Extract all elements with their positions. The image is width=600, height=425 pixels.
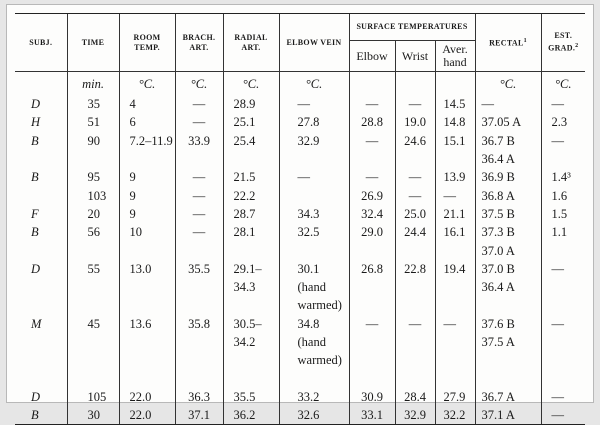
surface-elbow-cell	[349, 351, 395, 369]
surface-wrist-cell: 24.6	[395, 132, 435, 150]
room-temp-cell: 13.6	[119, 315, 175, 333]
surface-wrist-cell: 19.0	[395, 113, 435, 131]
room-temp-cell: 10	[119, 223, 175, 241]
subj-cell	[15, 369, 67, 387]
brach-art-cell	[175, 369, 223, 387]
table-row	[15, 132, 585, 150]
col-header-elbow: Elbow	[349, 41, 395, 72]
aver-hand-cell: 14.8	[435, 113, 475, 131]
surface-wrist-cell: —	[395, 168, 435, 186]
col-header-time: TIME	[67, 14, 119, 72]
radial-art-cell: 21.5	[223, 168, 279, 186]
est-grad-cell: 2.3	[541, 113, 585, 131]
est-grad-cell: 1.6	[541, 186, 585, 204]
rectal-cell: 37.6 B	[475, 315, 541, 333]
table-row	[15, 168, 585, 186]
table-row	[15, 388, 585, 406]
table-row	[15, 369, 585, 387]
room-temp-cell: 4	[119, 95, 175, 113]
est-grad-cell: 1.5	[541, 205, 585, 223]
table-row	[15, 296, 585, 314]
radial-art-cell: 25.4	[223, 132, 279, 150]
unit-cell: °C.	[119, 72, 175, 96]
time-cell	[67, 278, 119, 296]
unit-cell: °C.	[175, 72, 223, 96]
surface-wrist-cell: 28.4	[395, 388, 435, 406]
surface-wrist-cell	[395, 241, 435, 259]
rectal-cell: 36.9 B	[475, 168, 541, 186]
radial-art-cell	[223, 369, 279, 387]
room-temp-cell: 22.0	[119, 388, 175, 406]
brach-art-cell: 35.8	[175, 315, 223, 333]
elbow-vein-cell: —	[279, 95, 349, 113]
elbow-vein-cell: warmed)	[279, 351, 349, 369]
subj-cell: B	[31, 170, 39, 185]
room-temp-cell	[119, 296, 175, 314]
subj-cell: D	[31, 389, 41, 404]
room-temp-cell: 9	[119, 205, 175, 223]
radial-art-cell: 28.1	[223, 223, 279, 241]
subj-cell: B	[31, 133, 39, 148]
est-grad-cell	[541, 296, 585, 314]
est-grad-cell	[541, 241, 585, 259]
table-row	[15, 260, 585, 278]
col-header-aver-hand: Aver. hand	[435, 41, 475, 72]
rectal-cell: 36.7 A	[475, 388, 541, 406]
est-grad-cell: —	[541, 406, 585, 425]
aver-hand-cell: 15.1	[435, 132, 475, 150]
aver-hand-cell: 27.9	[435, 388, 475, 406]
brach-art-cell	[175, 150, 223, 168]
room-temp-cell: 22.0	[119, 406, 175, 425]
table-row	[15, 186, 585, 204]
elbow-vein-cell	[279, 369, 349, 387]
table-row	[15, 406, 585, 425]
brach-art-cell: 33.9	[175, 132, 223, 150]
radial-art-cell: 25.1	[223, 113, 279, 131]
rectal-cell: 36.4 A	[475, 150, 541, 168]
elbow-vein-cell: 32.9	[279, 132, 349, 150]
time-cell: 105	[67, 388, 119, 406]
room-temp-cell	[119, 241, 175, 259]
room-temp-cell: 9	[119, 186, 175, 204]
surface-elbow-cell: —	[349, 95, 395, 113]
surface-elbow-cell: 28.8	[349, 113, 395, 131]
surface-elbow-cell: 30.9	[349, 388, 395, 406]
time-cell: 56	[67, 223, 119, 241]
rectal-cell: 37.3 B	[475, 223, 541, 241]
elbow-vein-cell: (hand	[279, 278, 349, 296]
col-header-wrist: Wrist	[395, 41, 435, 72]
elbow-vein-cell: (hand	[279, 333, 349, 351]
brach-art-cell: 35.5	[175, 260, 223, 278]
rectal-cell: 37.1 A	[475, 406, 541, 425]
unit-cell: °C.	[475, 72, 541, 96]
brach-art-cell	[175, 351, 223, 369]
brach-art-cell: —	[175, 168, 223, 186]
surface-elbow-cell	[349, 333, 395, 351]
subj-cell	[15, 333, 67, 351]
radial-art-cell: 36.2	[223, 406, 279, 425]
table-row	[15, 278, 585, 296]
table-row	[15, 333, 585, 351]
aver-hand-cell	[435, 241, 475, 259]
aver-hand-cell	[435, 351, 475, 369]
surface-wrist-cell	[395, 150, 435, 168]
aver-hand-cell	[435, 296, 475, 314]
unit-cell	[395, 72, 435, 96]
surface-wrist-cell: 24.4	[395, 223, 435, 241]
room-temp-cell	[119, 333, 175, 351]
est-grad-footnote-mark: 2	[575, 43, 579, 50]
table-row	[15, 150, 585, 168]
rectal-cell: 37.05 A	[475, 113, 541, 131]
brach-art-cell	[175, 241, 223, 259]
elbow-vein-cell: —	[279, 168, 349, 186]
radial-art-cell	[223, 351, 279, 369]
elbow-vein-cell: 27.8	[279, 113, 349, 131]
surface-wrist-cell: 32.9	[395, 406, 435, 425]
surface-wrist-cell: —	[395, 95, 435, 113]
subj-cell: B	[31, 225, 39, 240]
aver-hand-cell: —	[435, 186, 475, 204]
brach-art-cell	[175, 278, 223, 296]
subj-cell: M	[31, 316, 42, 331]
subj-cell	[15, 241, 67, 259]
table-row	[15, 205, 585, 223]
elbow-vein-cell: 32.6	[279, 406, 349, 425]
surface-wrist-cell	[395, 333, 435, 351]
subj-cell: F	[31, 206, 39, 221]
time-cell: 45	[67, 315, 119, 333]
surface-wrist-cell: 25.0	[395, 205, 435, 223]
surface-elbow-cell	[349, 369, 395, 387]
rectal-footnote-mark: 1	[523, 38, 527, 45]
unit-cell	[349, 72, 395, 96]
surface-elbow-cell: 29.0	[349, 223, 395, 241]
time-cell: 20	[67, 205, 119, 223]
rectal-cell	[475, 351, 541, 369]
room-temp-cell	[119, 278, 175, 296]
est-grad-label: EST. GRAD.	[548, 31, 576, 53]
time-cell: 90	[67, 132, 119, 150]
radial-art-cell	[223, 296, 279, 314]
surface-wrist-cell	[395, 369, 435, 387]
surface-wrist-cell: —	[395, 186, 435, 204]
surface-wrist-cell	[395, 351, 435, 369]
subj-cell: D	[31, 97, 41, 112]
radial-art-cell: 28.7	[223, 205, 279, 223]
unit-cell: min.	[67, 72, 119, 96]
time-cell	[67, 351, 119, 369]
elbow-vein-cell	[279, 150, 349, 168]
est-grad-cell: —	[541, 260, 585, 278]
radial-art-cell: 29.1–	[223, 260, 279, 278]
time-cell: 35	[67, 95, 119, 113]
time-cell: 95	[67, 168, 119, 186]
table-row	[15, 241, 585, 259]
surface-elbow-cell	[349, 150, 395, 168]
rectal-cell: 37.0 A	[475, 241, 541, 259]
est-grad-cell: 1.1	[541, 223, 585, 241]
unit-cell: °C.	[223, 72, 279, 96]
col-header-brach-art: BRACH. ART.	[175, 14, 223, 72]
room-temp-cell: 13.0	[119, 260, 175, 278]
brach-art-cell: —	[175, 205, 223, 223]
surface-elbow-cell	[349, 296, 395, 314]
unit-cell: °C.	[541, 72, 585, 96]
col-header-elbow-vein: ELBOW VEIN	[279, 14, 349, 72]
surface-elbow-cell: 26.9	[349, 186, 395, 204]
rectal-cell: 36.8 A	[475, 186, 541, 204]
brach-art-cell: —	[175, 186, 223, 204]
elbow-vein-cell: 30.1	[279, 260, 349, 278]
unit-cell: °C.	[279, 72, 349, 96]
est-grad-cell	[541, 278, 585, 296]
surface-elbow-cell	[349, 241, 395, 259]
rectal-cell: 36.7 B	[475, 132, 541, 150]
brach-art-cell	[175, 333, 223, 351]
subj-cell	[15, 351, 67, 369]
col-header-est-grad	[541, 14, 585, 72]
elbow-vein-cell: 34.3	[279, 205, 349, 223]
elbow-vein-cell: 32.5	[279, 223, 349, 241]
aver-hand-cell: 19.4	[435, 260, 475, 278]
subj-cell: D	[31, 261, 41, 276]
radial-art-cell: 30.5–	[223, 315, 279, 333]
rectal-cell: 37.5 A	[475, 333, 541, 351]
aver-hand-cell	[435, 150, 475, 168]
room-temp-cell: 7.2–11.9	[119, 132, 175, 150]
radial-art-cell: 34.3	[223, 278, 279, 296]
surface-wrist-cell: —	[395, 315, 435, 333]
time-cell	[67, 241, 119, 259]
aver-hand-cell: 32.2	[435, 406, 475, 425]
table-row	[15, 113, 585, 131]
aver-hand-cell	[435, 278, 475, 296]
col-header-surface-temperatures: SURFACE TEMPERATURES	[349, 14, 475, 41]
time-cell: 103	[67, 186, 119, 204]
elbow-vein-cell	[279, 241, 349, 259]
room-temp-cell: 9	[119, 168, 175, 186]
subj-cell	[15, 296, 67, 314]
aver-hand-cell: 13.9	[435, 168, 475, 186]
table-row	[15, 95, 585, 113]
time-cell: 30	[67, 406, 119, 425]
col-header-rectal	[475, 14, 541, 72]
time-cell	[67, 150, 119, 168]
brach-art-cell: 37.1	[175, 406, 223, 425]
elbow-vein-cell: warmed)	[279, 296, 349, 314]
aver-hand-cell	[435, 333, 475, 351]
time-cell	[67, 333, 119, 351]
surface-wrist-cell: 22.8	[395, 260, 435, 278]
brach-art-cell: —	[175, 95, 223, 113]
rectal-cell	[475, 369, 541, 387]
time-cell: 55	[67, 260, 119, 278]
surface-elbow-cell: 33.1	[349, 406, 395, 425]
est-grad-cell: —	[541, 132, 585, 150]
est-grad-cell	[541, 333, 585, 351]
surface-elbow-cell: 32.4	[349, 205, 395, 223]
rectal-cell: 37.0 B	[475, 260, 541, 278]
brach-art-cell: —	[175, 113, 223, 131]
rectal-cell	[475, 296, 541, 314]
aver-hand-cell: —	[435, 315, 475, 333]
room-temp-cell	[119, 369, 175, 387]
radial-art-cell: 28.9	[223, 95, 279, 113]
brach-art-cell: —	[175, 223, 223, 241]
est-grad-cell: —	[541, 315, 585, 333]
est-grad-cell: 1.4³	[541, 168, 585, 186]
surface-elbow-cell	[349, 278, 395, 296]
time-cell	[67, 296, 119, 314]
est-grad-cell	[541, 351, 585, 369]
aver-hand-cell: 16.1	[435, 223, 475, 241]
brach-art-cell	[175, 296, 223, 314]
est-grad-cell	[541, 150, 585, 168]
col-header-subj: SUBJ.	[15, 14, 67, 72]
time-cell	[67, 369, 119, 387]
est-grad-cell	[541, 369, 585, 387]
surface-wrist-cell	[395, 278, 435, 296]
table-row	[15, 351, 585, 369]
table-row	[15, 223, 585, 241]
subj-cell: H	[31, 115, 41, 130]
room-temp-cell	[119, 150, 175, 168]
time-cell: 51	[67, 113, 119, 131]
surface-elbow-cell: —	[349, 168, 395, 186]
rectal-label: RECTAL	[489, 38, 524, 48]
elbow-vein-cell: 34.8	[279, 315, 349, 333]
col-header-room-temp: ROOM TEMP.	[119, 14, 175, 72]
rectal-cell: —	[475, 95, 541, 113]
est-grad-cell: —	[541, 388, 585, 406]
radial-art-cell	[223, 241, 279, 259]
col-header-radial-art: RADIAL ART.	[223, 14, 279, 72]
surface-elbow-cell: 26.8	[349, 260, 395, 278]
radial-art-cell	[223, 150, 279, 168]
temperature-table	[15, 13, 585, 425]
subj-cell	[15, 150, 67, 168]
surface-wrist-cell	[395, 296, 435, 314]
aver-hand-cell: 21.1	[435, 205, 475, 223]
room-temp-cell	[119, 351, 175, 369]
table-row	[15, 315, 585, 333]
elbow-vein-cell: 33.2	[279, 388, 349, 406]
units-row	[15, 72, 585, 96]
radial-art-cell: 35.5	[223, 388, 279, 406]
aver-hand-cell	[435, 369, 475, 387]
est-grad-cell: —	[541, 95, 585, 113]
document-page	[6, 4, 594, 423]
unit-cell	[15, 72, 67, 96]
brach-art-cell: 36.3	[175, 388, 223, 406]
subj-cell: B	[15, 406, 67, 425]
elbow-vein-cell	[279, 186, 349, 204]
surface-elbow-cell: —	[349, 315, 395, 333]
surface-elbow-cell: —	[349, 132, 395, 150]
unit-cell	[435, 72, 475, 96]
subj-cell	[15, 186, 67, 204]
rectal-cell: 36.4 A	[475, 278, 541, 296]
radial-art-cell: 22.2	[223, 186, 279, 204]
subj-cell	[15, 278, 67, 296]
rectal-cell: 37.5 B	[475, 205, 541, 223]
radial-art-cell: 34.2	[223, 333, 279, 351]
aver-hand-cell: 14.5	[435, 95, 475, 113]
room-temp-cell: 6	[119, 113, 175, 131]
